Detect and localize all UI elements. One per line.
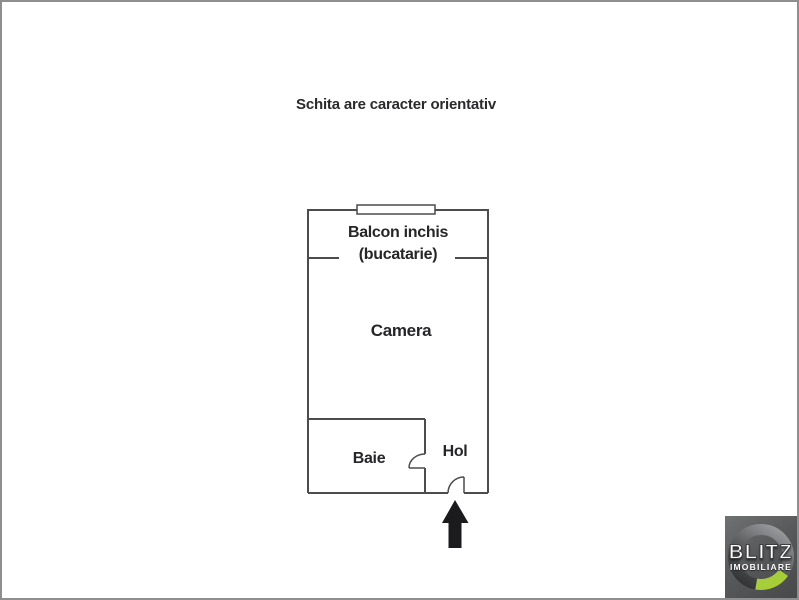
agency-logo [725,516,797,600]
window [357,205,435,214]
room-label-hol: Hol [442,443,468,460]
logo-ring-accent-arc [756,573,783,585]
baie-door [409,454,425,468]
logo-brand-text: BLITZ [728,541,794,564]
room-label-balcon-line1: Balcon inchis [347,224,449,241]
logo-subtitle-text: IMOBILIARE [729,562,793,572]
entrance-arrow [442,500,469,548]
room-label-baie: Baie [352,450,386,467]
room-label-camera: Camera [370,321,432,340]
baie-door-arc [409,454,425,468]
entrance-door [448,477,464,493]
disclaimer-text: Schita are caracter orientativ [296,96,496,113]
room-label-balcon-line2: (bucatarie) [358,246,438,263]
floor-plan [2,2,799,600]
entrance-door-arc [448,477,464,493]
